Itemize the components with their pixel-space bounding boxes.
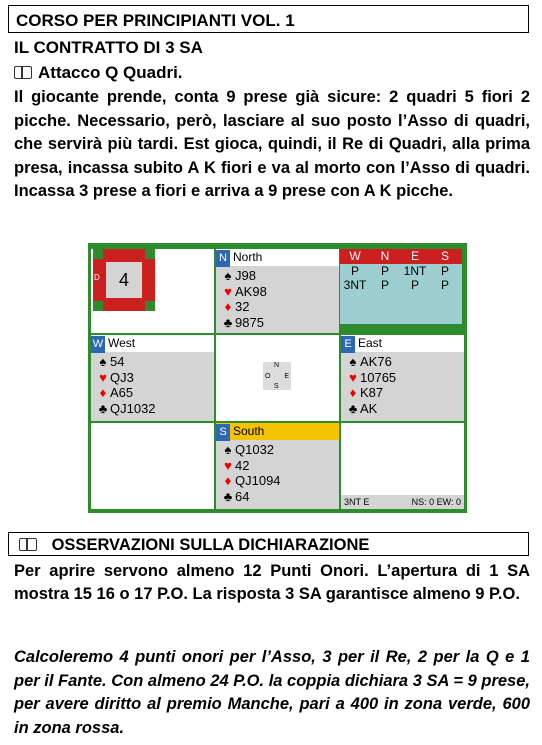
result-contract: 3NT E	[344, 497, 370, 507]
east-badge: E	[341, 336, 355, 353]
east-diamonds: K87	[360, 385, 384, 400]
bid: 1NT	[403, 264, 427, 278]
bid-header: S	[440, 249, 449, 263]
north-diamonds: 32	[235, 299, 250, 314]
bid-header: E	[410, 249, 419, 263]
observations-paragraph-1: Per aprire servono almeno 12 Punti Onori. L’apertura di 1 SA mostra 15 16 o 17 P.O. La risposta 3 SA garantisce almeno 9 P.O.	[14, 562, 530, 603]
club-icon: ♣	[348, 400, 358, 416]
bid-header: N	[380, 249, 390, 263]
header-box	[8, 5, 529, 33]
north-clubs: 9875	[235, 314, 264, 330]
vulnerability-square	[93, 249, 155, 311]
page-title: CORSO PER PRINCIPIANTI VOL. 1	[16, 11, 295, 30]
north-name: North	[233, 250, 263, 264]
bid: P	[440, 278, 449, 292]
board-number: 4	[106, 262, 142, 298]
lead-line	[14, 63, 183, 83]
north-spades: J98	[235, 268, 256, 283]
east-hearts: 10765	[360, 369, 397, 385]
compass-n: N	[274, 362, 280, 369]
lead-text: Attacco Q Quadri.	[38, 63, 183, 82]
bid: P	[380, 264, 389, 278]
spade-icon: ♠	[349, 354, 357, 369]
result-score: NS: 0 EW: 0	[411, 497, 461, 507]
bid: 3NT	[343, 278, 367, 292]
west-diamonds: A65	[110, 385, 134, 400]
heart-icon: ♥	[224, 457, 232, 473]
north-badge: N	[216, 250, 230, 267]
heart-icon: ♥	[349, 369, 357, 385]
west-name: West	[108, 336, 136, 350]
east-name: East	[358, 336, 383, 350]
bid: P	[380, 278, 389, 292]
spade-icon: ♠	[224, 268, 232, 283]
east-clubs: AK	[360, 400, 378, 416]
south-diamonds: QJ1094	[235, 473, 281, 488]
diamond-icon: ♦	[224, 299, 232, 314]
south-badge: S	[216, 424, 230, 441]
diamond-icon: ♦	[349, 385, 357, 400]
south-hearts: 42	[235, 457, 250, 473]
east-spades: AK76	[360, 354, 392, 369]
east-cell	[341, 335, 464, 421]
compass	[263, 362, 291, 390]
observations-title: OSSERVAZIONI SULLA DICHIARAZIONE	[51, 536, 370, 554]
club-icon: ♣	[98, 400, 108, 416]
bid: P	[410, 278, 419, 292]
bid: P	[440, 264, 449, 278]
compass-o: O	[265, 373, 271, 380]
south-spades: Q1032	[235, 442, 275, 457]
spade-icon: ♠	[224, 442, 232, 457]
south-cell	[216, 423, 339, 509]
diamond-icon: ♦	[224, 473, 232, 488]
spade-icon: ♠	[99, 354, 107, 369]
center-cell	[216, 335, 339, 421]
bid-header: W	[349, 249, 361, 263]
result-cell	[341, 423, 464, 509]
south-name: South	[233, 424, 265, 438]
bridge-board	[88, 243, 467, 513]
west-clubs: QJ1032	[110, 400, 156, 416]
west-spades: 54	[110, 354, 125, 369]
club-icon: ♣	[223, 314, 233, 330]
intro-paragraph: Il giocante prende, conta 9 prese già sicure: 2 quadri 5 fiori 2 picche. Necessario, però, lasciare al suo posto l’Asso di quadri, che servirà più tardi. Est gioca, quindi, il Re di Quadri, alla prima presa, incassa subito A K fiori e va al morto con l’Asso di quadri. Incassa 3 prese a fiori e arriva a 9 prese con A K picche.	[14, 88, 530, 201]
board-number-cell	[91, 249, 214, 333]
heart-icon: ♥	[99, 369, 107, 385]
book-icon	[14, 66, 32, 79]
observations-header	[8, 532, 529, 556]
south-clubs: 64	[235, 488, 250, 504]
diamond-icon: ♦	[99, 385, 107, 400]
west-cell	[91, 335, 214, 421]
book-icon	[19, 538, 37, 551]
compass-s: S	[274, 383, 279, 390]
observations-paragraph-2: Calcoleremo 4 punti onori per l’Asso, 3 per il Re, 2 per la Q e 1 per il Fante. Con almeno 24 P.O. la coppia dichiara 3 SA = 9 prese, per avere diritto al premio Manche, pari a 400 in zona verde, 600 in zona rossa.	[14, 648, 530, 737]
result-bar	[341, 495, 464, 509]
north-hearts: AK98	[235, 283, 267, 299]
heart-icon: ♥	[224, 283, 232, 299]
bid: P	[350, 264, 359, 278]
west-hearts: QJ3	[110, 369, 134, 385]
contract-title: IL CONTRATTO DI 3 SA	[14, 38, 203, 57]
club-icon: ♣	[223, 488, 233, 504]
dealer-marker: D	[94, 273, 100, 282]
north-cell	[216, 249, 339, 333]
west-badge: W	[91, 336, 105, 353]
compass-e: E	[284, 373, 289, 380]
bidding-box	[340, 249, 462, 324]
empty-cell	[91, 423, 214, 509]
